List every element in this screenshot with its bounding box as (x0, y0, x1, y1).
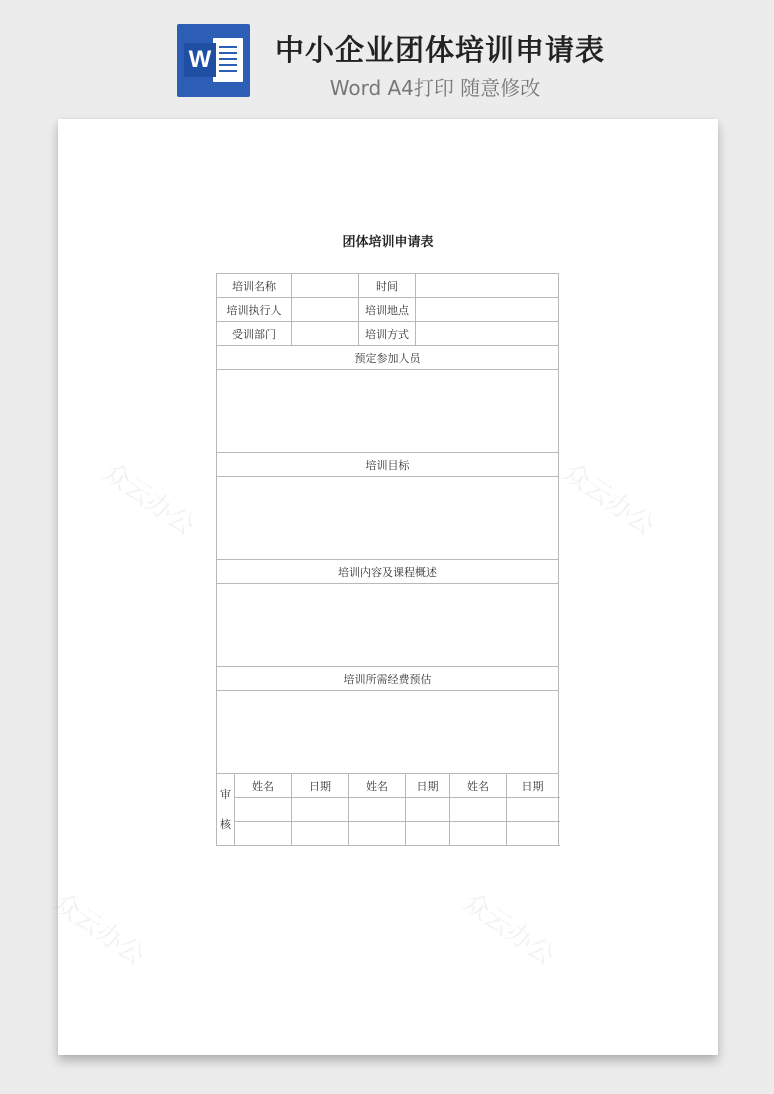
executor-field[interactable] (292, 298, 359, 322)
application-form-table (216, 273, 559, 846)
location-field[interactable] (416, 298, 559, 322)
review-name-cell[interactable] (450, 798, 507, 822)
budget-section-header: 培训所需经费预估 (217, 667, 559, 691)
header (0, 0, 774, 118)
review-name-cell[interactable] (235, 822, 292, 846)
review-name-cell[interactable] (235, 798, 292, 822)
review-date-cell[interactable] (507, 822, 559, 846)
method-field[interactable] (416, 322, 559, 346)
document-page (47, 119, 718, 1055)
participants-section-header: 预定参加人员 (217, 346, 559, 370)
review-name-cell[interactable] (349, 822, 406, 846)
location-label: 培训地点 (359, 298, 416, 322)
document-title: 团体培训申请表 (342, 235, 434, 250)
goals-field[interactable] (217, 477, 559, 560)
participants-field[interactable] (217, 370, 559, 453)
word-letter: W (184, 43, 216, 77)
content-field[interactable] (217, 584, 559, 667)
budget-field[interactable] (217, 691, 559, 774)
method-label: 培训方式 (359, 322, 416, 346)
review-date-cell[interactable] (406, 798, 450, 822)
time-label: 时间 (359, 274, 416, 298)
review-name-header: 姓名 (450, 774, 507, 798)
page-subtitle: Word A4打印 随意修改 (329, 76, 541, 100)
watermark: 众云办公 (97, 457, 200, 542)
review-date-cell[interactable] (292, 822, 349, 846)
executor-label: 培训执行人 (217, 298, 292, 322)
review-name-cell[interactable] (450, 822, 507, 846)
goals-section-header: 培训目标 (217, 453, 559, 477)
review-date-header: 日期 (507, 774, 559, 798)
department-field[interactable] (292, 322, 359, 346)
watermark: 众云办公 (47, 887, 150, 972)
review-date-header: 日期 (292, 774, 349, 798)
word-doc-lines-icon (213, 38, 243, 82)
time-field[interactable] (416, 274, 559, 298)
review-name-header: 姓名 (235, 774, 292, 798)
review-date-cell[interactable] (507, 798, 559, 822)
review-name-header: 姓名 (349, 774, 406, 798)
page-title: 中小企业团体培训申请表 (274, 33, 605, 67)
word-icon (177, 24, 250, 97)
training-name-field[interactable] (292, 274, 359, 298)
review-label (217, 774, 235, 846)
review-label-top: 审 (220, 787, 231, 801)
watermark: 众云办公 (557, 457, 660, 542)
review-name-cell[interactable] (349, 798, 406, 822)
training-name-label: 培训名称 (217, 274, 292, 298)
review-date-cell[interactable] (406, 822, 450, 846)
content-section-header: 培训内容及课程概述 (217, 560, 559, 584)
review-date-cell[interactable] (292, 798, 349, 822)
review-label-bottom: 核 (220, 817, 231, 831)
watermark: 众云办公 (457, 887, 560, 972)
review-date-header: 日期 (406, 774, 450, 798)
department-label: 受训部门 (217, 322, 292, 346)
